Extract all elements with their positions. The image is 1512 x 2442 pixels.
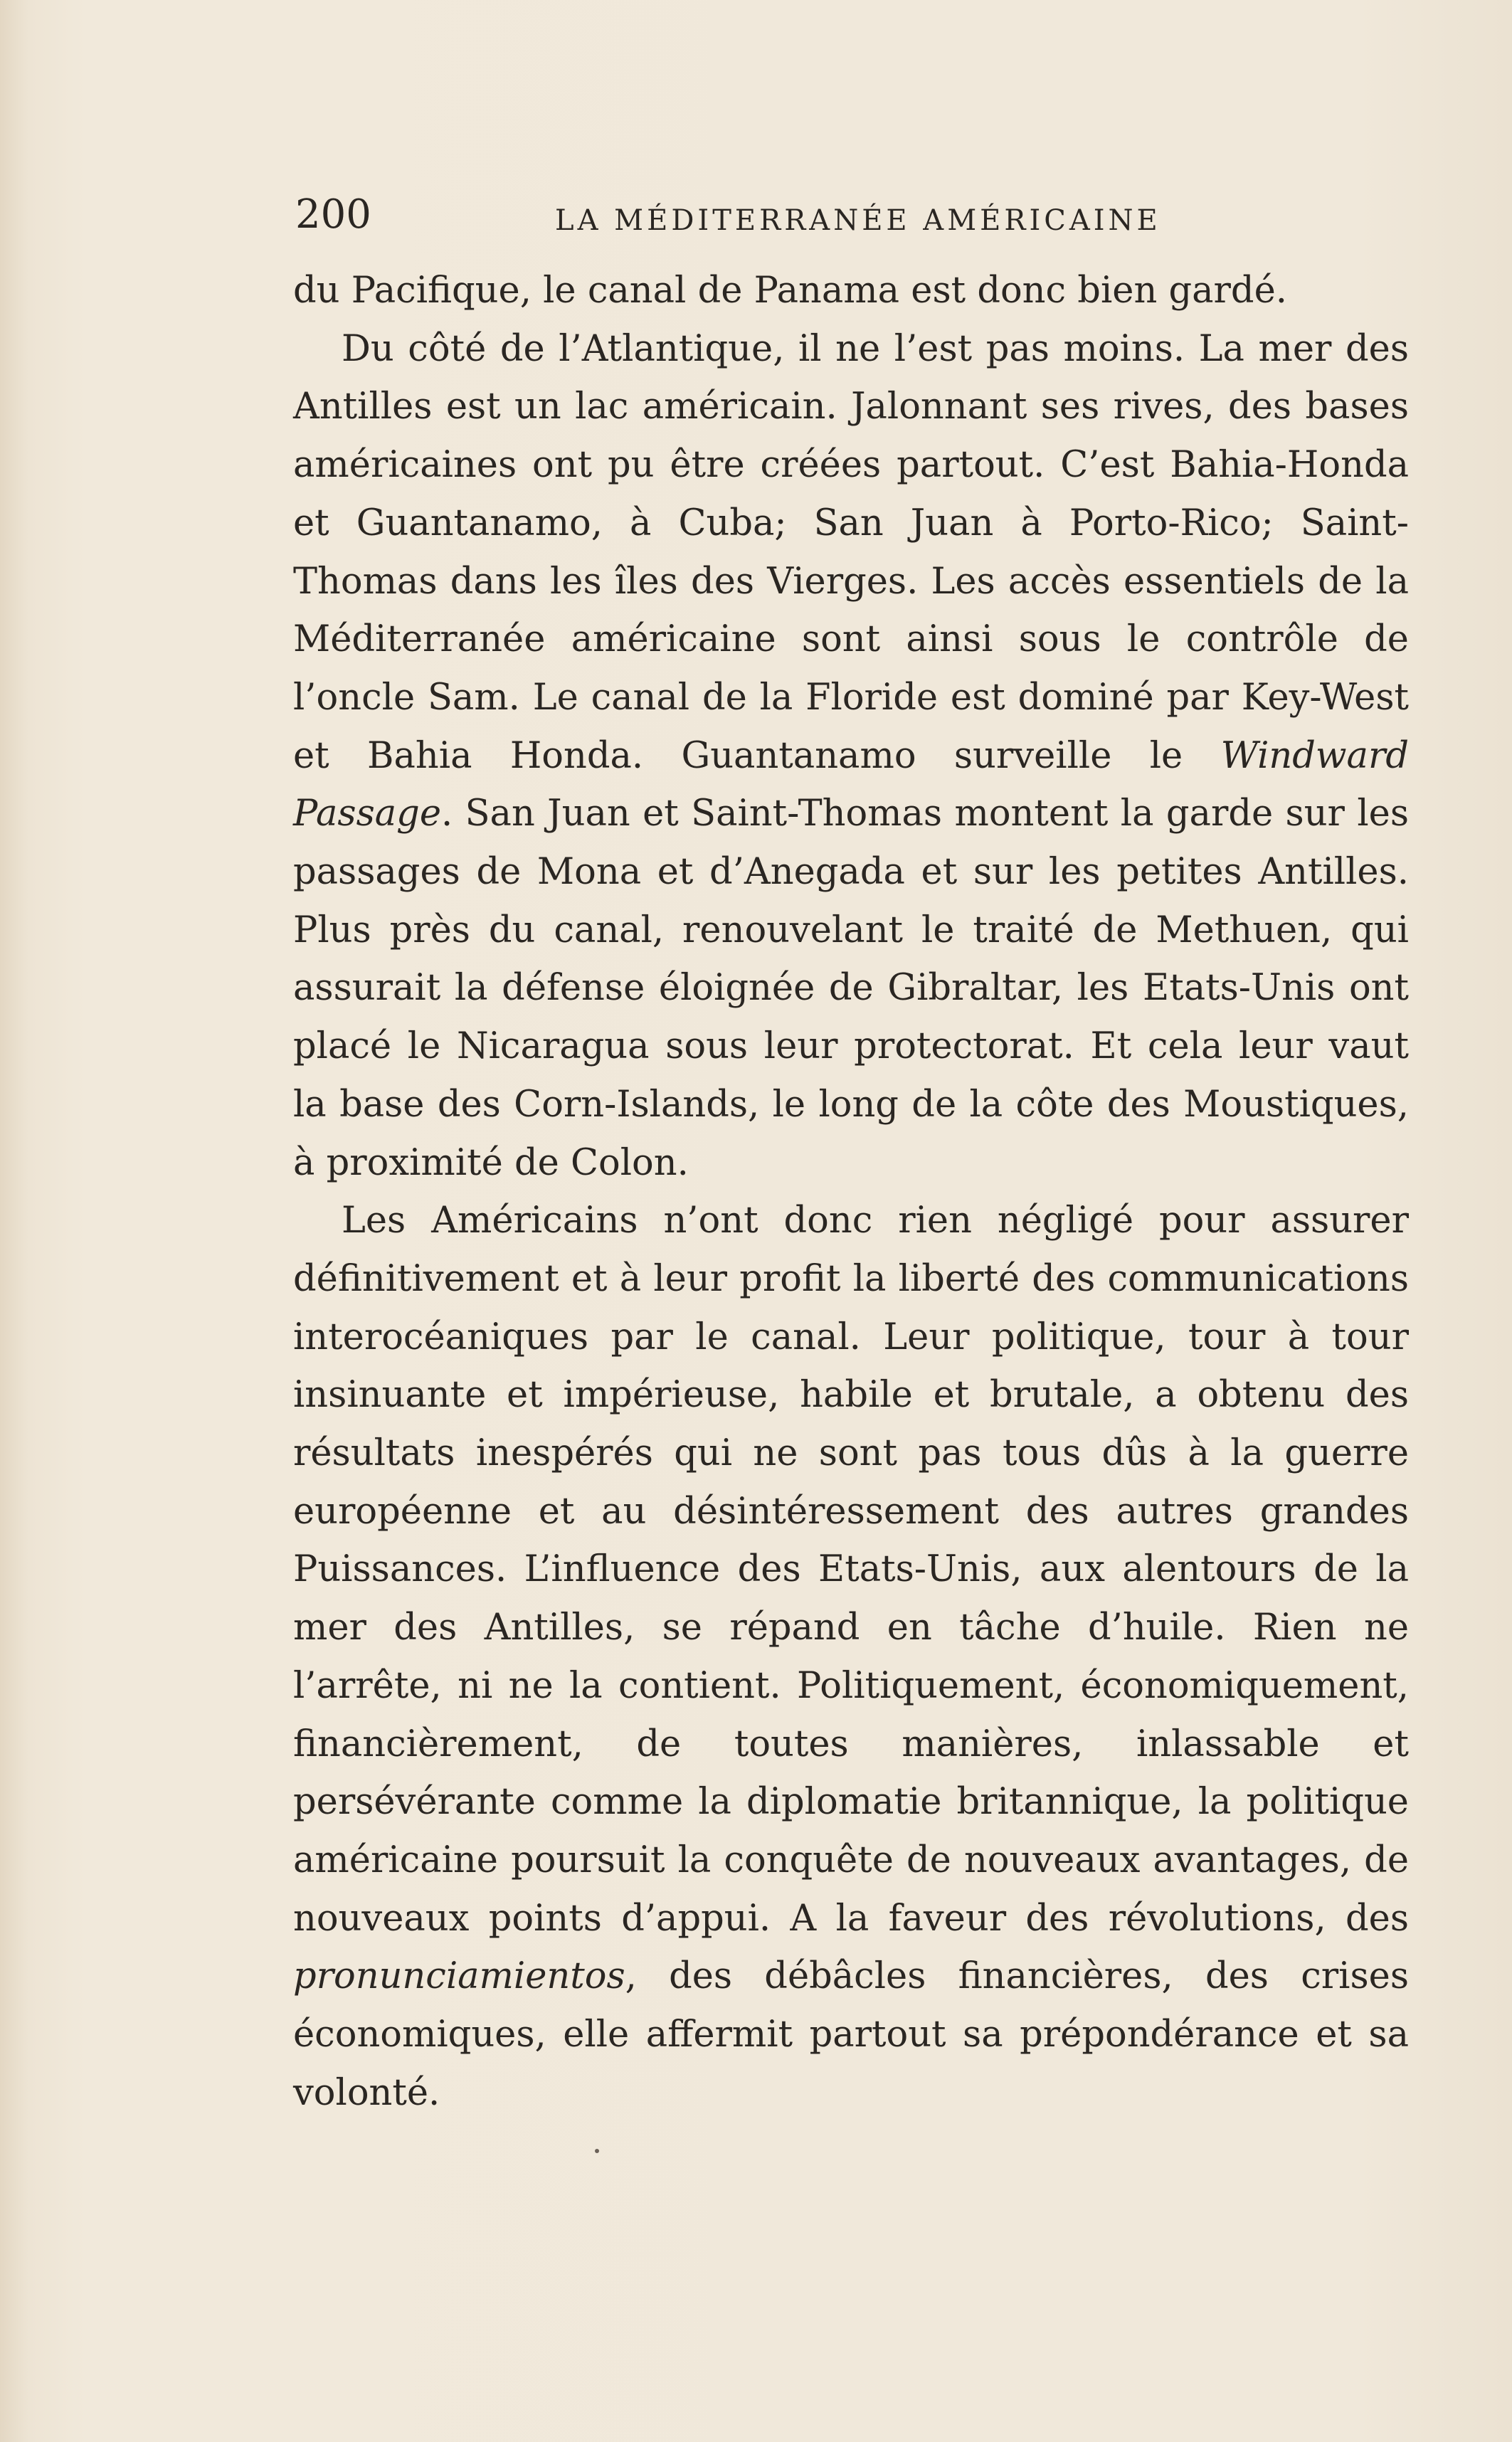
text-segment: du Pacifique, le canal de Panama est donc bien gardé.	[293, 270, 1287, 312]
text-segment: . San Juan et Saint-Thomas montent la garde sur les passages de Mona et d’Anegada et sur les petites Antilles. Plus près du canal, renouvelant le traité de Methuen, qui assurait la défense éloignée de Gibraltar, les Etats-Unis ont placé le Nicaragua sous leur protectorat. Et cela leur vaut la base des Corn-Islands, le long de la côte des Moustiques, à proximité de Colon.	[293, 793, 1409, 1184]
running-title: LA MÉDITERRANÉE AMÉRICAINE	[555, 204, 1161, 237]
text-segment: Du côté de l’Atlantique, il ne l’est pas moins. La mer des Antilles est un lac américain. Jalonnant ses rives, des bases américaines ont pu être créées partout. C’est Bahia-Honda et Guantanamo, à Cuba; San Juan à Porto-Rico; Saint-Thomas dans les îles des Vierges. Les accès essentiels de la Méditerranée américaine sont ainsi sous le contrôle de l’oncle Sam. Le canal de la Floride est dominé par Key-West et Bahia Honda. Guantanamo surveille le	[293, 327, 1409, 777]
body-text	[293, 262, 1409, 2123]
paragraph-continuation	[293, 262, 1409, 320]
page-number: 200	[295, 191, 371, 238]
paragraph-atlantic	[293, 320, 1409, 1193]
paragraph-americans	[293, 1192, 1409, 2122]
text-segment: Les Américains n’ont donc rien négligé pour assurer définitivement et à leur profit la liberté des communications interocéaniques par le canal. Leur politique, tour à tour insinuante et impérieuse, habile et brutale, a obtenu des résultats inespérés qui ne sont pas tous dûs à la guerre européenne et au désintéressement des autres grandes Puissances. L’influence des Etats-Unis, aux alentours de la mer des Antilles, se répand en tâche d’huile. Rien ne l’arrête, ni ne la contient. Politiquement, économiquement, financièrement, de toutes manières, inlassable et persévérante comme la diplomatie britannique, la politique américaine poursuit la conquête de nouveaux avantages, de nouveaux points d’appui. A la faveur des révolutions, des	[293, 1200, 1409, 1940]
ink-speck	[595, 2149, 599, 2153]
italic-term: Windward Passage	[293, 734, 1409, 835]
page-header	[295, 186, 1434, 243]
italic-term: pronunciamientos	[293, 1955, 625, 1998]
text-segment: , des débâcles financières, des crises économiques, elle affermit partout sa prépondérance et sa volonté.	[293, 1955, 1409, 2114]
